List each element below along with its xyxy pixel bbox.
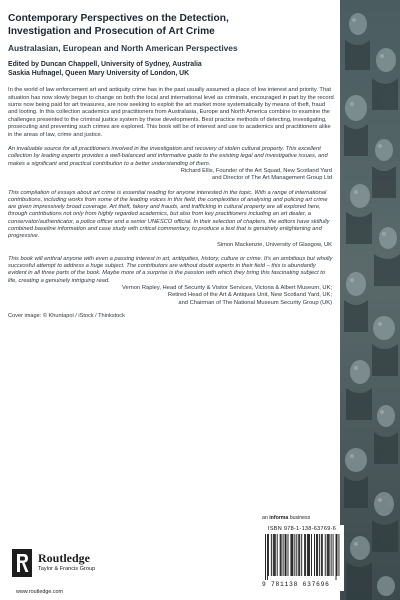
barcode-bar [311, 534, 312, 576]
book-title-line-2: Investigation and Prosecution of Art Crime [8, 25, 215, 37]
cover-photo-strip [340, 0, 400, 600]
barcode-bar [301, 534, 302, 576]
barcode-bar [298, 534, 299, 576]
barcode-bar [290, 534, 291, 576]
barcode-bar [317, 534, 318, 576]
barcode-bar [319, 534, 320, 576]
barcode-bar [292, 534, 293, 576]
review-text: An invaluable source for all practitioners involved in the investigation and recovery of stolen cultural property. This excellent collection by leading experts provides a well-balanced and informative guide to the existing legal and investigative issues, and makes a significant and practical contribution to a better understanding of them. [8, 146, 328, 167]
informa-prefix: an [262, 515, 268, 521]
review-attribution [8, 168, 334, 183]
book-title [8, 13, 334, 38]
review-quote [8, 256, 334, 307]
barcode-bar [274, 534, 275, 576]
publisher-url: www.routledge.com [16, 589, 64, 595]
review-attribution [8, 242, 334, 249]
barcode-bar [294, 534, 295, 576]
barcode-bar [327, 534, 328, 576]
barcode-bar [308, 534, 309, 576]
publisher-footer [8, 515, 400, 600]
book-subtitle: Australasian, European and North American Perspectives [8, 43, 238, 53]
review-quote [8, 190, 334, 249]
barcode-bar [329, 534, 330, 576]
informa-name: informa [269, 515, 289, 521]
review-attribution [8, 285, 334, 307]
publisher-name: Routledge [38, 551, 90, 565]
barcode-bar [281, 534, 282, 576]
barcode-bar [305, 534, 306, 576]
barcode-bar [328, 534, 329, 576]
barcode-bar [265, 534, 266, 580]
barcode-bar [275, 534, 276, 576]
barcode-bar [331, 534, 332, 576]
barcode-bar [286, 534, 287, 576]
review-attribution-line: Richard Ellis, Founder of the Art Squad, New Scotland Yard [180, 167, 332, 174]
review-quote [8, 146, 334, 182]
barcode-bar [291, 534, 292, 576]
isbn-label: ISBN 978-1-138-63769-6 [268, 526, 337, 532]
isbn-barcode [260, 525, 344, 591]
cover-image-credit: Cover image: © Khuntapol / iStock / Thinkstock [8, 312, 125, 319]
barcode-bar [322, 534, 323, 576]
barcode-bar [309, 534, 310, 576]
barcode-bar [304, 534, 305, 576]
buddha-statues-photo [340, 0, 400, 600]
ean-barcode-icon [264, 534, 340, 580]
editors [8, 61, 334, 78]
book-description: In the world of law enforcement art and antiquity crime has in the past usually assumed a place of low interest and priority. That situation has now slowly begun to change on both the local and international level as criminals, encouraged in part by the record sums now being paid for art treasures, are now seeking to exploit the art market more systematically by means of theft, fraud and looting. In this collection academics and practitioners from Australasia, Europe and North America combine to examine the challenges presented to the criminal justice system by these developments. Best practice methods of detecting, investigating, prosecuting and preventing such crimes are explored. This book will be of interest and use to academics and practitioners alike in the areas of law, crime and justice. [8, 87, 334, 138]
barcode-bar [288, 534, 289, 576]
book-title-line-1: Contemporary Perspectives on the Detection, [8, 13, 229, 24]
barcode-bar [325, 534, 326, 576]
review-attribution-line: and Director of The Art Management Group Ltd [211, 175, 332, 182]
barcode-bar [280, 534, 281, 576]
barcode-bar [296, 534, 297, 576]
review-text: This book will enthral anyone with even a passing interest in art, antiquities, history, culture or crime. It's an ambitious but wholly successful attempt to address a huge subject. The contributors are without doubt experts in their field – this is abundantly evident in all three parts of the book. Maybe more of a surprise is the passion with which they bring this fascinating subject to life, creating a genuinely intriguing read. [8, 255, 333, 284]
barcode-digits: 9 781138 637696 [262, 581, 330, 588]
barcode-bar [321, 534, 322, 576]
barcode-bar [299, 534, 300, 576]
barcode-bar [277, 534, 278, 576]
barcode-bar [314, 534, 315, 576]
barcode-bar [267, 534, 268, 580]
editor-line-2: Saskia Hufnagel, Queen Mary University of London, UK [8, 69, 190, 77]
informa-business-label [262, 515, 310, 521]
barcode-bar [336, 534, 337, 580]
barcode-bar [273, 534, 274, 576]
barcode-bar [339, 534, 340, 576]
barcode-bar [271, 534, 272, 576]
review-attribution-line: Vernon Rapley, Head of Security & Visitor Services, Victoria & Albert Museum, UK; [122, 285, 332, 292]
barcode-bar [337, 534, 338, 576]
review-attribution-line: Retired Head of the Art & Antiques Unit, New Scotland Yard, UK; [167, 292, 332, 299]
barcode-bar [283, 534, 284, 576]
publisher-group: Taylor & Francis Group [38, 566, 96, 572]
informa-suffix: business [289, 515, 311, 521]
barcode-bar [268, 534, 269, 576]
barcode-bar [333, 534, 334, 576]
barcode-bar [316, 534, 317, 576]
routledge-r-logo-icon [12, 549, 32, 577]
barcode-bar [285, 534, 286, 576]
review-text: This compilation of essays about art crime is essential reading for anyone interested in the topic. With a range of international contributions, including works from some of the leading voices in this field, the complexities of analysing and policing art crime are given impressively broad coverage. Art theft, fakery and frauds, and trafficking in cultural property are all explored here, through contributions not only from highly regarded academics, but also from key practitioners including an art dealer, a conservator/authenticator, a police officer and a senior UNESCO official. In their selection of chapters, the editors have skilfully combined baseline information and case study with critical commentary, to produce a text that is genuinely enlightening and progressive. [8, 189, 330, 240]
editor-line-1: Edited by Duncan Chappell, University of Sydney, Australia [8, 61, 202, 68]
review-attribution-line: Simon Mackenzie, University of Glasgow, UK [216, 241, 332, 248]
review-attribution-line: and Chairman of The National Museum Security Group (UK) [178, 299, 332, 306]
back-cover-text [8, 6, 334, 320]
barcode-bar [307, 534, 308, 576]
